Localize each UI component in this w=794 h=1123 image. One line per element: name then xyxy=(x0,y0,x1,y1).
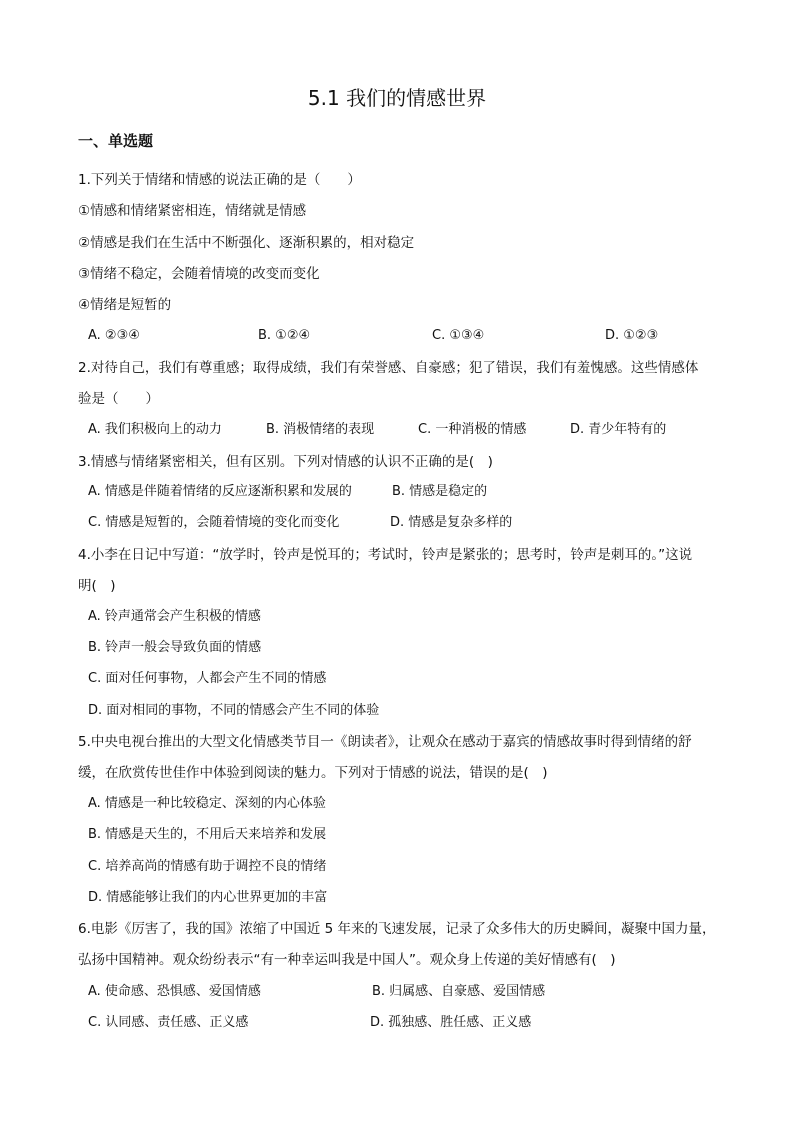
q6-stem-line-2: 弘扬中国精神。观众纷纷表示“有一种幸运叫我是中国人”。观众身上传递的美好情感有( ) xyxy=(78,952,616,968)
q1-option-c[interactable]: C. ①③④ xyxy=(432,328,485,343)
q4-stem-line-2: 明( ) xyxy=(78,578,116,594)
q6-stem-line-1: 6.电影《厉害了，我的国》浓缩了中国近 5 年来的飞速发展，记录了众多伟大的历史瞬间，凝聚中国力量， xyxy=(78,921,716,937)
q2-option-c[interactable]: C. 一种消极的情感 xyxy=(418,422,527,437)
q5-option-a[interactable]: A. 情感是一种比较稳定、深刻的内心体验 xyxy=(88,796,326,811)
q3-option-c[interactable]: C. 情感是短暂的，会随着情境的变化而变化 xyxy=(88,515,340,530)
page-title: 5.1 我们的情感世界 xyxy=(307,86,487,110)
q3-option-a[interactable]: A. 情感是伴随着情绪的反应逐渐积累和发展的 xyxy=(88,484,352,499)
q2-stem-line-1: 2.对待自己，我们有尊重感；取得成绩，我们有荣誉感、自豪感；犯了错误，我们有羞愧感。这些情感体 xyxy=(78,360,699,376)
q5-option-b[interactable]: B. 情感是天生的，不用后天来培养和发展 xyxy=(88,827,327,842)
q6-option-a[interactable]: A. 使命感、恐惧感、爱国情感 xyxy=(88,984,261,999)
q4-option-b[interactable]: B. 铃声一般会导致负面的情感 xyxy=(88,640,262,655)
q6-option-c[interactable]: C. 认同感、责任感、正义感 xyxy=(88,1015,249,1030)
q2-option-a[interactable]: A. 我们积极向上的动力 xyxy=(88,422,222,437)
q2-stem-line-2: 验是（ ） xyxy=(78,391,159,407)
section-heading: 一、单选题 xyxy=(78,132,154,150)
q1-option-a[interactable]: A. ②③④ xyxy=(88,328,140,343)
q4-option-c[interactable]: C. 面对任何事物，人都会产生不同的情感 xyxy=(88,671,327,686)
q1-stem: 1.下列关于情绪和情感的说法正确的是（ ） xyxy=(78,172,361,188)
q5-option-d[interactable]: D. 情感能够让我们的内心世界更加的丰富 xyxy=(88,890,328,905)
q3-option-b[interactable]: B. 情感是稳定的 xyxy=(392,484,488,499)
q2-option-d[interactable]: D. 青少年特有的 xyxy=(570,422,667,437)
q1-option-d[interactable]: D. ①②③ xyxy=(605,328,659,343)
q6-option-d[interactable]: D. 孤独感、胜任感、正义感 xyxy=(370,1015,532,1030)
q5-option-c[interactable]: C. 培养高尚的情感有助于调控不良的情绪 xyxy=(88,859,327,874)
q5-stem-line-2: 缓，在欣赏传世佳作中体验到阅读的魅力。下列对于情感的说法，错误的是( ) xyxy=(78,765,548,781)
q1-statement-2: ②情感是我们在生活中不断强化、逐渐积累的，相对稳定 xyxy=(78,235,415,251)
q3-stem: 3.情感与情绪紧密相关，但有区别。下列对情感的认识不正确的是( ) xyxy=(78,454,493,470)
q2-option-b[interactable]: B. 消极情绪的表现 xyxy=(266,422,375,437)
q5-stem-line-1: 5.中央电视台推出的大型文化情感类节目一《朗读者》，让观众在感动于嘉宾的情感故事时得到情绪的舒 xyxy=(78,734,692,750)
q4-option-d[interactable]: D. 面对相同的事物，不同的情感会产生不同的体验 xyxy=(88,703,380,718)
q4-stem-line-1: 4.小李在日记中写道：“放学时，铃声是悦耳的；考试时，铃声是紧张的；思考时，铃声是刺耳的。”这说 xyxy=(78,547,693,563)
q1-statement-3: ③情绪不稳定，会随着情境的改变而变化 xyxy=(78,266,320,282)
q1-option-b[interactable]: B. ①②④ xyxy=(258,328,311,343)
q1-statement-4: ④情绪是短暂的 xyxy=(78,297,172,313)
q4-option-a[interactable]: A. 铃声通常会产生积极的情感 xyxy=(88,609,261,624)
q3-option-d[interactable]: D. 情感是复杂多样的 xyxy=(390,515,513,530)
q1-statement-1: ①情感和情绪紧密相连，情绪就是情感 xyxy=(78,203,307,219)
q6-option-b[interactable]: B. 归属感、自豪感、爱国情感 xyxy=(372,984,546,999)
